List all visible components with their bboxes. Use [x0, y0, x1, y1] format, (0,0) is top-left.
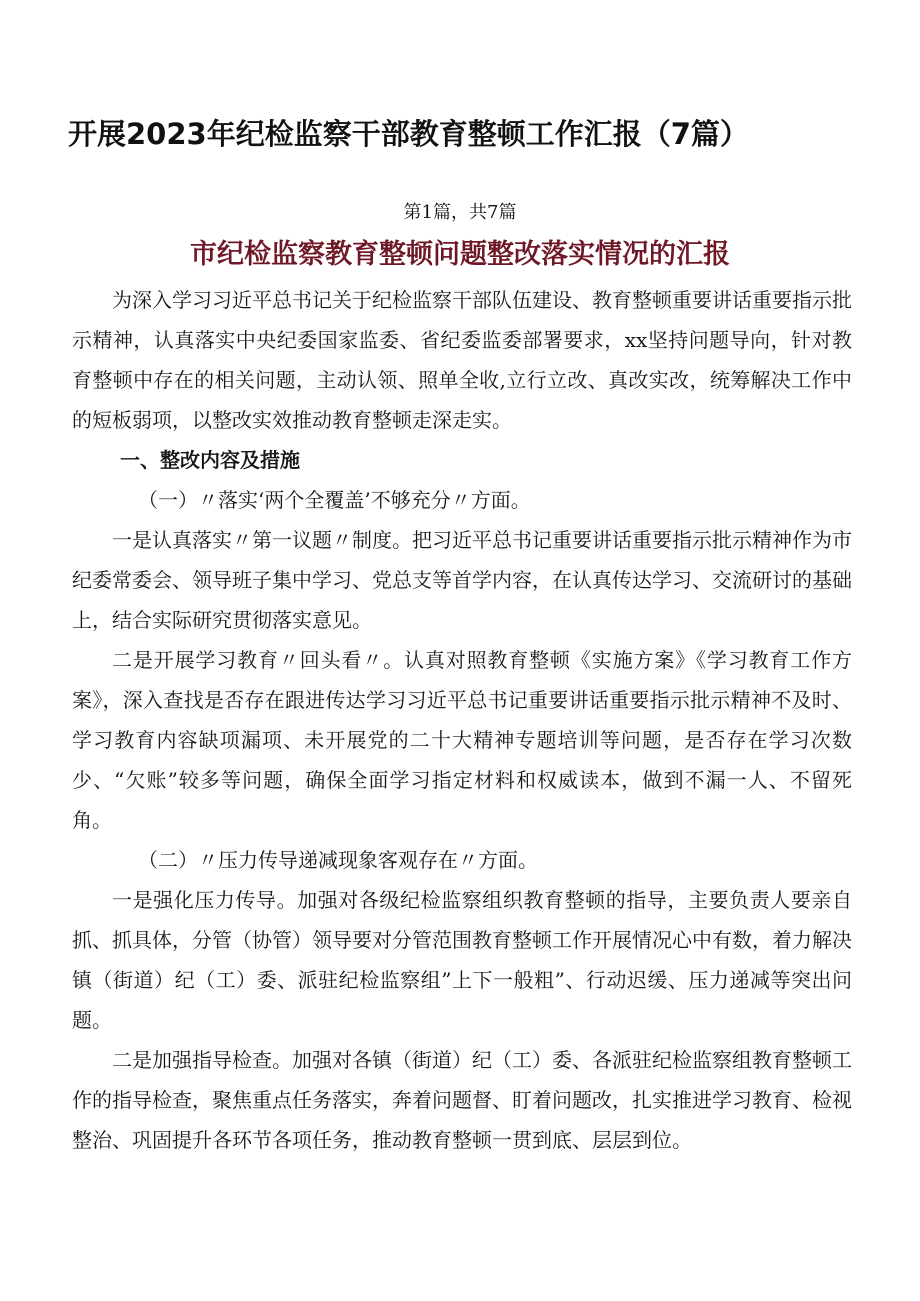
- paragraph-2-2: 二是加强指导检查。加强对各镇（街道）纪（工）委、各派驻纪检监察组教育整顿工作的指导检查，聚焦重点任务落实，奔着问题督、盯着问题改，扎实推进学习教育、检视整治、巩固提升各环节各项任务，推动教育整顿一贯到底、层层到位。: [72, 1048, 852, 1152]
- report-heading: 市纪检监察教育整顿问题整改落实情况的汇报: [190, 239, 730, 270]
- document-body: [72, 280, 852, 1160]
- section-heading: 一、整改内容及措施: [120, 448, 300, 472]
- intro-paragraph: 为深入学习习近平总书记关于纪检监察干部队伍建设、教育整顿重要讲话重要指示批示精神，认真落实中央纪委国家监委、省纪委监委部署要求，xx坚持问题导向，针对教育整顿中存在的相关问题，主动认领、照单全收,立行立改、真改实改，统筹解决工作中的短板弱项，以整改实效推动教育整顿走深走实。: [72, 288, 852, 432]
- paragraph-1-2: 二是开展学习教育〃回头看〃。认真对照教育整顿《实施方案》《学习教育工作方案》，深入查找是否存在跟进传达学习习近平总书记重要讲话重要指示批示精神不及时、学习教育内容缺项漏项、未开展党的二十大精神专题培训等问题，是否存在学习次数少、“欠账”较多等问题，确保全面学习指定材料和权威读本，做到不漏一人、不留死角。: [72, 648, 852, 832]
- paragraph-2-1: 一是强化压力传导。加强对各级纪检监察组织教育整顿的指导，主要负责人要亲自抓、抓具体，分管（协管）领导要对分管范围教育整顿工作开展情况心中有数，着力解决镇（街道）纪（工）委、派驻纪检监察组”上下一般粗”、行动迟缓、压力递减等突出问题。: [72, 888, 852, 1032]
- paragraph-1-1: 一是认真落实〃第一议题〃制度。把习近平总书记重要讲话重要指示批示精神作为市纪委常委会、领导班子集中学习、党总支等首学内容，在认真传达学习、交流研讨的基础上，结合实际研究贯彻落实意见。: [72, 528, 852, 632]
- subsection-heading-1: （一）〃落实‘两个全覆盖’不够充分〃方面。: [138, 488, 531, 512]
- subsection-heading-2: （二）〃压力传导递减现象客观存在〃方面。: [138, 848, 538, 872]
- document-title: 开展2023年纪检监察干部教育整顿工作汇报（7篇）: [68, 117, 749, 151]
- part-label: 第1篇，共7篇: [403, 202, 517, 223]
